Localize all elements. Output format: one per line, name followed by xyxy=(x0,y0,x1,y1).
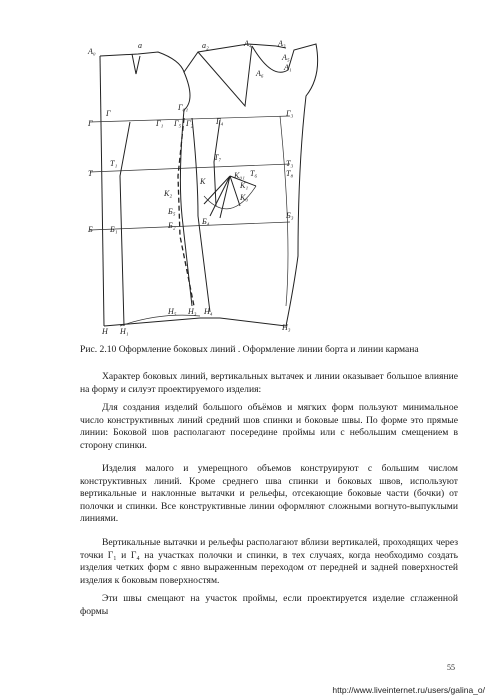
label-G1: Г₁ xyxy=(156,119,164,128)
paragraph-5: Эти швы смещают на участок проймы, если проектируется изделие сглаженной формы xyxy=(80,593,458,617)
label-T8: Т₈ xyxy=(286,169,294,178)
label-H1: Н₁ xyxy=(120,327,129,336)
label-A0: A₀ xyxy=(88,47,96,56)
label-A1: A₁ xyxy=(284,63,292,72)
label-T3: Т₃ xyxy=(286,159,294,168)
label-G4: Г₄ xyxy=(216,117,224,126)
paragraph-4: Вертикальные вытачки и рельефы располагают вблизи вертикалей, проходящих через точки Г₁ и Г₄ на участках полочки и спинки, в тех случаях, когда необходимо создать изделия четких форм с явно выраженным переходом от передней и задней поверхностей изделия к боковым поверхностям. xyxy=(80,537,458,586)
front-relief xyxy=(192,118,210,312)
figure-caption: Рис. 2.10 Оформление боковых линий . Оформление линии борта и линии кармана xyxy=(80,344,419,355)
side-seam-dashed xyxy=(178,118,194,306)
label-B4: Б₄ xyxy=(202,217,210,226)
label-G3: Г₃ xyxy=(286,109,294,118)
label-B1: Б₁ xyxy=(110,225,118,234)
label-B3: Б₃ xyxy=(286,211,294,220)
paragraph-3: Изделия малого и умерещного объемов конструируют с большим числом конструктивных линий. Кроме среднего шва спинки и боковых швов, используют вертикальные и наклонные вытачки и рельефы, отсекающие боковые части (бочки) от полочки и спинки. Все конструктивные линии оформляют сложными вогнуто-выпуклыми линиями. xyxy=(80,463,458,525)
label-A6: A₆ xyxy=(256,69,264,78)
back-dart xyxy=(120,122,130,326)
label-K01: К₀₁ xyxy=(234,171,245,180)
label-T6: Т₆ xyxy=(250,169,258,178)
label-g: Г xyxy=(106,109,111,118)
watermark-url: http://www.liveinternet.ru/users/galina_o/ xyxy=(332,685,485,695)
front-shoulder xyxy=(198,46,252,106)
paragraph-1: Характер боковых линий, вертикальных вытачек и линии оказывает большое влияние на форму и силуэт проектируемого изделия: xyxy=(80,371,458,395)
hem-line xyxy=(104,318,286,326)
label-H3: Н₃ xyxy=(188,307,197,316)
back-center-line xyxy=(100,56,104,326)
pattern-drawing xyxy=(80,36,330,336)
hip-line xyxy=(90,222,290,230)
label-H4: Н₄ xyxy=(204,307,213,316)
label-H: Н xyxy=(102,327,108,336)
label-G2: Г₂ xyxy=(186,119,194,128)
label-T7: Т₇ xyxy=(214,153,222,162)
waist-line xyxy=(90,164,290,172)
label-T: Т xyxy=(88,169,93,178)
page-number: 55 xyxy=(447,663,455,672)
side-seam-back xyxy=(180,110,192,306)
label-A4: A₄ xyxy=(244,39,252,48)
label-G5: Г₅ xyxy=(174,119,182,128)
label-G61: Г₆₁ xyxy=(178,103,189,112)
label-G: Г xyxy=(88,119,93,128)
paragraph-2: Для создания изделий большого объёмов и мягких форм пользуют минимальное число конструктивных линий средний шов спинки и боковые швы. По форме это прямые линии: Боковой шов располагают посередине проймы или с небольшим смещением в сторону спинки. xyxy=(80,402,458,451)
label-B5: Б₅ xyxy=(168,207,176,216)
hem-curve xyxy=(120,315,200,326)
label-a2: a₂ xyxy=(202,41,209,50)
front-dart xyxy=(214,120,220,206)
front-neck xyxy=(252,44,318,326)
label-B: Б xyxy=(88,225,93,234)
label-A5: A₅ xyxy=(282,53,290,62)
label-K1: К₁ xyxy=(240,181,249,190)
label-B2: Б₂ xyxy=(168,221,176,230)
label-a: a xyxy=(138,41,142,50)
label-T1: Т₁ xyxy=(110,159,118,168)
label-K: К xyxy=(200,177,206,186)
label-A3: A₃ xyxy=(278,39,286,48)
neck-back xyxy=(132,54,140,74)
pocket-lines xyxy=(204,176,256,218)
pocket-arc xyxy=(204,186,256,209)
label-K2: К₂ xyxy=(164,189,173,198)
label-K0: К₀ xyxy=(240,193,249,202)
label-H33: Н₃ xyxy=(282,323,291,332)
label-H5: Н₅ xyxy=(168,307,177,316)
